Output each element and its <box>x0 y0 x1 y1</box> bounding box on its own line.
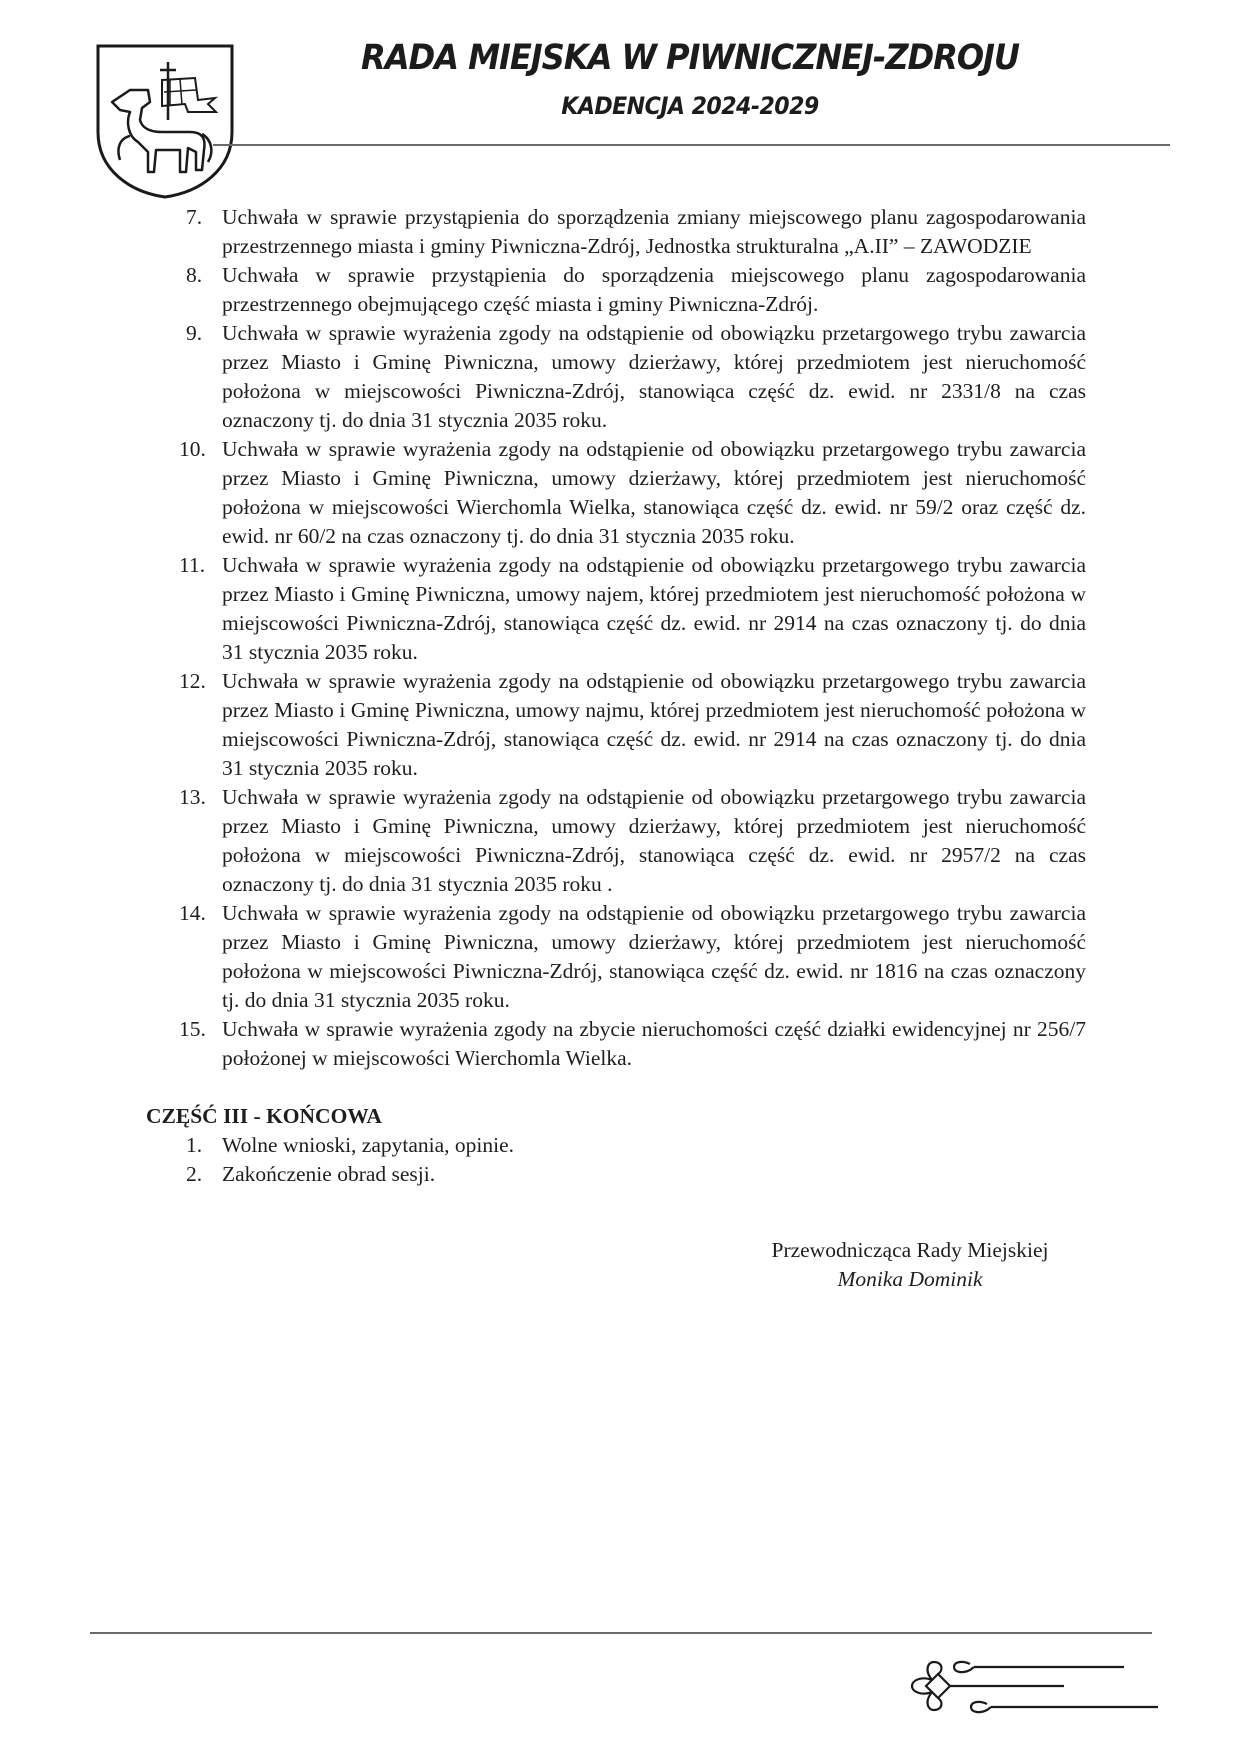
coat-of-arms-crest-icon <box>90 40 240 200</box>
agenda-item <box>146 319 1086 435</box>
item-text: Uchwała w sprawie wyrażenia zgody na odstąpienie od obowiązku przetargowego trybu zawarcia przez Miasto i Gminę Piwniczna, umowy najem, której przedmiotem jest nieruchomość położona w miejscowości Piwniczna-Zdrój, stanowiąca część dz. ewid. nr 2914 na czas oznaczony tj. do dnia 31 stycznia 2035 roku. <box>222 553 1086 664</box>
knot-ornament-icon <box>890 1640 1170 1720</box>
agenda-item <box>146 261 1086 319</box>
item-number: 2. <box>186 1162 203 1186</box>
agenda-item <box>146 783 1086 899</box>
item-text: Uchwała w sprawie wyrażenia zgody na odstąpienie od obowiązku przetargowego trybu zawarcia przez Miasto i Gminę Piwniczna, umowy dzierżawy, której przedmiotem jest nieruchomość położona w miejscowości Wierchomla Wielka, stanowiąca część dz. ewid. nr 59/2 oraz część dz. ewid. nr 60/2 na czas oznaczony tj. do dnia 31 stycznia 2035 roku. <box>222 437 1086 548</box>
item-text: Zakończenie obrad sesji. <box>222 1162 436 1186</box>
signatory-name: Monika Dominik <box>837 1267 983 1291</box>
item-text: Uchwała w sprawie wyrażenia zgody na odstąpienie od obowiązku przetargowego trybu zawarcia przez Miasto i Gminę Piwniczna, umowy dzierżawy, której przedmiotem jest nieruchomość położona w miejscowości Piwniczna-Zdrój, stanowiąca część dz. ewid. nr 2331/8 na czas oznaczony tj. do dnia 31 stycznia 2035 roku. <box>222 321 1086 432</box>
item-number: 9. <box>186 321 203 345</box>
item-number: 14. <box>179 901 206 925</box>
item-text: Uchwała w sprawie przystąpienia do sporządzenia zmiany miejscowego planu zagospodarowania przestrzennego miasta i gminy Piwniczna-Zdrój, Jednostka strukturalna „A.II” – ZAWODZIE <box>222 205 1086 258</box>
item-text: Uchwała w sprawie wyrażenia zgody na odstąpienie od obowiązku przetargowego trybu zawarcia przez Miasto i Gminę Piwniczna, umowy dzierżawy, której przedmiotem jest nieruchomość położona w miejscowości Piwniczna-Zdrój, stanowiąca część dz. ewid. nr 2957/2 na czas oznaczony tj. do dnia 31 stycznia 2035 roku . <box>222 785 1086 896</box>
agenda-item <box>146 435 1086 551</box>
agenda-item <box>146 551 1086 667</box>
agenda-item <box>146 203 1086 261</box>
agenda-item <box>146 667 1086 783</box>
item-text: Uchwała w sprawie przystąpienia do sporządzenia miejscowego planu zagospodarowania przestrzennego obejmującego część miasta i gminy Piwniczna-Zdrój. <box>222 263 1086 316</box>
final-section-list <box>146 1131 1086 1189</box>
item-number: 15. <box>179 1017 206 1041</box>
signature-block <box>690 1236 1130 1294</box>
item-number: 11. <box>179 553 206 577</box>
item-number: 13. <box>179 785 206 809</box>
section-heading: CZĘŚĆ III - KOŃCOWA <box>146 1104 382 1128</box>
footer-divider <box>90 1632 1152 1634</box>
term-subtitle: KADENCJA 2024-2029 <box>561 92 819 120</box>
item-number: 1. <box>186 1133 203 1157</box>
council-title: RADA MIEJSKA W PIWNICZNEJ-ZDROJU <box>361 38 1019 78</box>
agenda-item <box>146 1015 1086 1073</box>
item-number: 7. <box>186 205 203 229</box>
item-number: 12. <box>179 669 206 693</box>
document-body <box>146 203 1086 1189</box>
item-text: Wolne wnioski, zapytania, opinie. <box>222 1133 515 1157</box>
item-text: Uchwała w sprawie wyrażenia zgody na odstąpienie od obowiązku przetargowego trybu zawarcia przez Miasto i Gminę Piwniczna, umowy najmu, której przedmiotem jest nieruchomość położona w miejscowości Piwniczna-Zdrój, stanowiąca część dz. ewid. nr 2914 na czas oznaczony tj. do dnia 31 stycznia 2035 roku. <box>222 669 1086 780</box>
agenda-list <box>146 203 1086 1073</box>
item-text: Uchwała w sprawie wyrażenia zgody na zbycie nieruchomości część działki ewidencyjnej nr 256/7 położonej w miejscowości Wierchomla Wielka. <box>222 1017 1086 1070</box>
final-item <box>146 1160 1086 1189</box>
item-number: 10. <box>179 437 206 461</box>
item-number: 8. <box>186 263 203 287</box>
signatory-role: Przewodnicząca Rady Miejskiej <box>771 1238 1049 1262</box>
header-divider <box>213 144 1170 146</box>
item-text: Uchwała w sprawie wyrażenia zgody na odstąpienie od obowiązku przetargowego trybu zawarcia przez Miasto i Gminę Piwniczna, umowy dzierżawy, której przedmiotem jest nieruchomość położona w miejscowości Piwniczna-Zdrój, stanowiąca część dz. ewid. nr 1816 na czas oznaczony tj. do dnia 31 stycznia 2035 roku. <box>222 901 1086 1012</box>
final-item <box>146 1131 1086 1160</box>
agenda-item <box>146 899 1086 1015</box>
